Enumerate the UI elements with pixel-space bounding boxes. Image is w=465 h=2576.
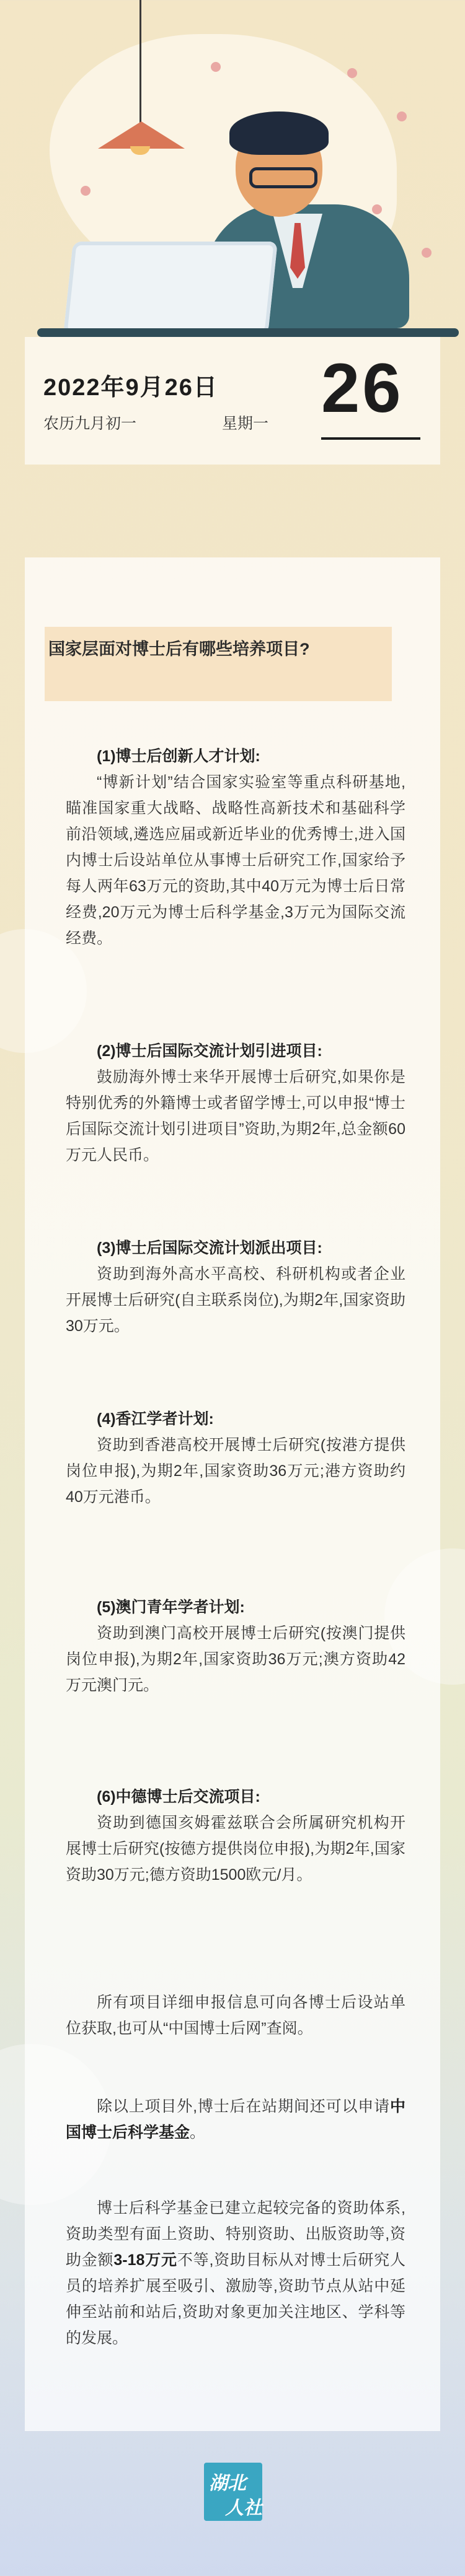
lamp-icon (98, 121, 185, 149)
section-heading: (2)博士后国际交流计划引进项目: (97, 1042, 322, 1060)
paragraph-text-post: 。 (190, 2124, 206, 2141)
man-glasses (249, 167, 317, 188)
section-heading: (1)博士后创新人才计划: (97, 748, 260, 765)
paragraph-except (66, 2094, 405, 2146)
paragraph-fund (66, 2195, 405, 2351)
lamp-cord (140, 0, 141, 124)
man-hair (229, 111, 329, 155)
paragraph-text-post: 不等,资助目标从对博士后研究人员的培养扩展至吸引、激励等,资助节点从站中延伸至站前和站后,资助对象更加关注地区、学科等的发展。 (66, 2251, 405, 2347)
paragraph-text (66, 2195, 405, 2351)
article-question: 国家层面对博士后有哪些培养项目? (48, 640, 310, 658)
paragraph-text-pre: 除以上项目外,博士后在站期间还可以申请 (97, 2098, 390, 2115)
laptop-icon (63, 242, 278, 334)
hubei-renshe-logo (204, 2463, 262, 2521)
weekday: 星期一 (222, 415, 269, 432)
paragraph-text (66, 2094, 405, 2146)
amount-highlight: 3-18万元 (113, 2251, 177, 2269)
section-1 (66, 743, 405, 951)
day-underline (321, 437, 420, 440)
section-heading: (3)博士后国际交流计划派出项目: (97, 1239, 322, 1257)
section-2 (66, 1038, 405, 1168)
logo-text-line1: 湖北 (209, 2473, 246, 2494)
date-text: 2022年9月26日 (43, 375, 218, 401)
section-heading: (6)中德博士后交流项目: (97, 1788, 260, 1805)
date-card (25, 337, 440, 465)
section-heading: (5)澳门青年学者计划: (97, 1599, 245, 1616)
paragraph-text-pre: 博士后科学基金已建立起较完备的资助体系,资助类型有面上资助、特别资助、出版资助等,资助金额 (66, 2199, 405, 2269)
section-6 (66, 1784, 405, 1888)
section-5 (66, 1594, 405, 1698)
header-illustration (25, 0, 440, 347)
section-body: 资助到澳门高校开展博士后研究(按澳门提供岗位申报),为期2年,国家资助36万元;澳方资助42万元澳门元。 (66, 1625, 405, 1694)
section-body: 资助到香港高校开展博士后研究(按港方提供岗位申报),为期2年,国家资助36万元;港方资助约40万元港币。 (66, 1436, 405, 1506)
logo-text-line2: 人社 (225, 2498, 262, 2518)
section-4 (66, 1406, 405, 1510)
section-3 (66, 1235, 405, 1339)
paragraph-text: 所有项目详细申报信息可向各博士后设站单位获取,也可从“中国博士后网”查阅。 (66, 1994, 405, 2037)
section-heading: (4)香江学者计划: (97, 1410, 214, 1428)
lunar-date: 农历九月初一 (43, 415, 137, 432)
section-body: 鼓励海外博士来华开展博士后研究,如果你是特别优秀的外籍博士或者留学博士,可以申报“博士后国际交流计划引进项目”资助,为期2年,总金额60万元人民币。 (66, 1068, 405, 1164)
paragraph-all-projects (66, 1989, 405, 2041)
article-card (25, 557, 440, 2431)
section-body: 资助到海外高水平高校、科研机构或者企业开展博士后研究(自主联系岗位),为期2年,国家资助30万元。 (66, 1265, 405, 1335)
section-body: “博新计划”结合国家实验室等重点科研基地,瞄准国家重大战略、战略性高新技术和基础科学前沿领域,遴选应届或新近毕业的优秀博士,进入国内博士后设站单位从事博士后研究工作,国家给予每人两年63万元的资助,其中40万元为博士后日常经费,20万元为博士后科学基金,3万元为国际交流经费。 (66, 774, 405, 947)
fund-name-highlight: 中国博士后科学基金 (66, 2098, 405, 2141)
desk (37, 328, 459, 337)
day-number: 26 (321, 349, 404, 427)
section-body: 资助到德国亥姆霍兹联合会所属研究机构开展博士后研究(按德方提供岗位申报),为期2年,国家资助30万元;德方资助1500欧元/月。 (66, 1814, 405, 1884)
